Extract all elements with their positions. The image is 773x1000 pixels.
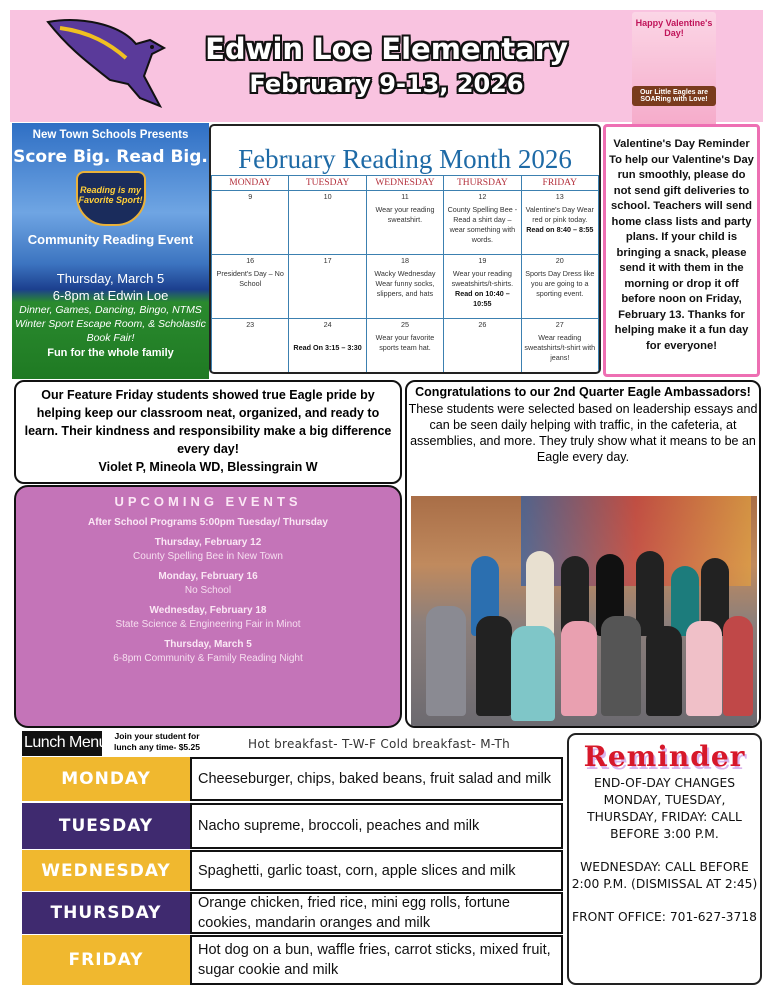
calendar-title: February Reading Month 2026: [238, 144, 572, 174]
date-number: 13: [555, 192, 564, 201]
lunch-day-wednesday: WEDNESDAY: [22, 850, 190, 891]
event-desc: No School: [184, 585, 232, 596]
calendar-cell: [444, 191, 521, 255]
lunch-day-thursday: THURSDAY: [22, 892, 190, 934]
calendar-week: [212, 191, 599, 255]
breakfast-note: Hot breakfast- T-W-F Cold breakfast- M-Th: [248, 737, 510, 751]
calendar-week: [212, 255, 599, 319]
cell-read-time: Read on 10:40 – 10:55: [455, 289, 510, 308]
valentine-reminder-body: To help our Valentine's Day run smoothly, please do not send gift deliveries to school. Teachers will send home class lists and party plans. If your child is bringing a snack, please send it with them in the morning or drop it off before noon on Friday, February 13. Thanks for helping make it a fun day for everyone!: [609, 153, 754, 352]
date-number: 18: [400, 256, 409, 265]
calendar-cell: [366, 191, 443, 255]
reminder-wednesday: WEDNESDAY: CALL BEFORE 2:00 P.M. (DISMISSAL AT 2:45): [571, 860, 758, 891]
lunch-day-friday: FRIDAY: [22, 935, 190, 985]
date-number: 20: [555, 256, 564, 265]
lunch-day-tuesday: TUESDAY: [22, 803, 190, 849]
date-number: 24: [323, 320, 332, 329]
calendar-day-header: MONDAY: [212, 176, 289, 191]
lunch-menu-item: Nacho supreme, broccoli, peaches and milk: [190, 803, 563, 849]
flyer-activities: Dinner, Games, Dancing, Bingo, NTMS Winter Sport Escape Room, & Scholastic Book Fair!: [15, 304, 206, 344]
reading-badge-icon: Reading is my Favorite Sport!: [76, 171, 146, 226]
calendar-week: [212, 319, 599, 375]
reading-event-flyer: [12, 123, 209, 379]
reminder-front-office: FRONT OFFICE: 701-627-3718: [572, 910, 757, 924]
feature-friday-text: Our Feature Friday students showed true Eagle pride by helping keep our classroom neat, organized, and ready to learn. Their kindness and responsibility make a big difference every day!: [24, 388, 392, 456]
calendar-grid: [211, 175, 599, 374]
cell-note: Wear reading sweatshirts/t-shirt with jeans!: [524, 333, 596, 362]
valentine-image-title: Happy Valentine's Day!: [635, 18, 713, 38]
calendar-day-header: TUESDAY: [289, 176, 366, 191]
cell-note: Sports Day Dress like you are going to a sporting event.: [525, 269, 595, 298]
calendar-day-header: FRIDAY: [521, 176, 598, 191]
date-number: 19: [478, 256, 487, 265]
date-number: 25: [400, 320, 409, 329]
valentine-reminder-title: Valentine's Day Reminder: [613, 138, 750, 150]
date-number: 10: [323, 192, 332, 201]
date-number: 23: [246, 320, 255, 329]
cell-read-time: Read On 3:15 – 3:30: [293, 343, 362, 352]
cell-note: President's Day – No School: [216, 269, 284, 288]
calendar-day-header: WEDNESDAY: [366, 176, 443, 191]
flyer-tagline: Fun for the whole family: [47, 347, 174, 359]
cell-note: Wear your reading sweatshirts/t-shirts.: [451, 269, 514, 288]
lunch-menu-item: Orange chicken, fried rice, mini egg rolls, fortune cookies, mandarin oranges and milk: [190, 892, 563, 934]
event-desc: County Spelling Bee in New Town: [133, 551, 283, 562]
ambassadors-photo: [411, 496, 757, 726]
reading-month-calendar: [209, 124, 601, 374]
calendar-cell: [444, 319, 521, 375]
event-date: Thursday, March 5: [164, 639, 252, 650]
valentine-reminder: [603, 124, 760, 377]
lunch-menu-item: Spaghetti, garlic toast, corn, apple slices and milk: [190, 850, 563, 891]
reminder-title: Reminder: [583, 740, 746, 773]
calendar-cell: [212, 255, 289, 319]
lunch-menu-title: Lunch Menu: [22, 731, 102, 756]
flyer-presenter: New Town Schools Presents: [32, 129, 189, 141]
calendar-cell: [521, 191, 598, 255]
dismissal-reminder: [567, 733, 762, 985]
valentine-image-subtitle: Our Little Eagles are SOARing with Love!: [632, 86, 716, 106]
feature-friday-names: Violet P, Mineola WD, Blessingrain W: [98, 460, 318, 474]
flyer-date: Thursday, March 5: [56, 271, 165, 286]
date-number: 17: [323, 256, 332, 265]
lunch-join-note: Join your student for lunch any time- $5.25: [114, 731, 200, 752]
calendar-cell: [366, 255, 443, 319]
week-dates: February 9-13, 2026: [249, 70, 524, 98]
cell-note: Wear your favorite sports team hat.: [375, 333, 435, 352]
events-title: UPCOMING EVENTS: [114, 494, 302, 509]
ambassadors-title: Congratulations to our 2nd Quarter Eagle Ambassadors!: [415, 385, 751, 399]
cell-note: Wacky Wednesday Wear funny socks, slippers, and hats: [374, 269, 436, 298]
calendar-cell: [212, 319, 289, 375]
calendar-cell: [521, 255, 598, 319]
flyer-time: 6-8pm at Edwin Loe: [52, 288, 169, 303]
date-number: 9: [248, 192, 253, 201]
eagle-logo-icon: [40, 14, 180, 114]
lunch-day-monday: MONDAY: [22, 757, 190, 801]
lunch-menu-item: Hot dog on a bun, waffle fries, carrot sticks, mixed fruit, sugar cookie and milk: [190, 935, 563, 985]
calendar-cell: [366, 319, 443, 375]
calendar-cell: [289, 319, 366, 375]
date-number: 26: [478, 320, 487, 329]
calendar-cell: [289, 191, 366, 255]
eagle-ambassadors: [405, 380, 761, 728]
date-number: 27: [555, 320, 564, 329]
event-date: Wednesday, February 18: [149, 605, 267, 616]
school-name: Edwin Loe Elementary: [205, 32, 568, 66]
calendar-cell: [212, 191, 289, 255]
event-date: Monday, February 16: [158, 571, 258, 582]
ambassadors-text: These students were selected based on leadership essays and can be seen daily helping with traffic, in the cafeteria, at assemblies, and more. They truly show what it means to be an Eagle every day.: [408, 402, 758, 464]
reminder-end-of-day: END-OF-DAY CHANGES MONDAY, TUESDAY, THURSDAY, FRIDAY: CALL BEFORE 3:00 P.M.: [587, 776, 742, 841]
after-school-note: After School Programs 5:00pm Tuesday/ Thursday: [88, 517, 328, 528]
event-desc: State Science & Engineering Fair in Minot: [115, 619, 301, 630]
date-number: 12: [478, 192, 487, 201]
flyer-slogan: Score Big. Read Big.: [13, 147, 208, 167]
date-number: 16: [246, 256, 255, 265]
cell-read-time: Read on 8:40 – 8:55: [526, 225, 594, 234]
date-number: 11: [401, 192, 409, 201]
calendar-cell: [521, 319, 598, 375]
event-desc: 6-8pm Community & Family Reading Night: [113, 653, 303, 664]
calendar-day-header: THURSDAY: [444, 176, 521, 191]
cell-note: Wear your reading sweatshirt.: [375, 205, 435, 224]
upcoming-events: [14, 485, 402, 728]
lunch-menu-item: Cheeseburger, chips, baked beans, fruit salad and milk: [190, 757, 563, 801]
cell-note: Valentine's Day Wear red or pink today.: [525, 205, 594, 224]
event-date: Thursday, February 12: [154, 537, 262, 548]
calendar-cell: [444, 255, 521, 319]
cell-note: County Spelling Bee - Read a shirt day – wear something with words.: [447, 205, 518, 244]
flyer-event: Community Reading Event: [27, 232, 194, 247]
valentine-image: [632, 12, 716, 134]
feature-friday-box: [14, 380, 402, 484]
calendar-cell: [289, 255, 366, 319]
